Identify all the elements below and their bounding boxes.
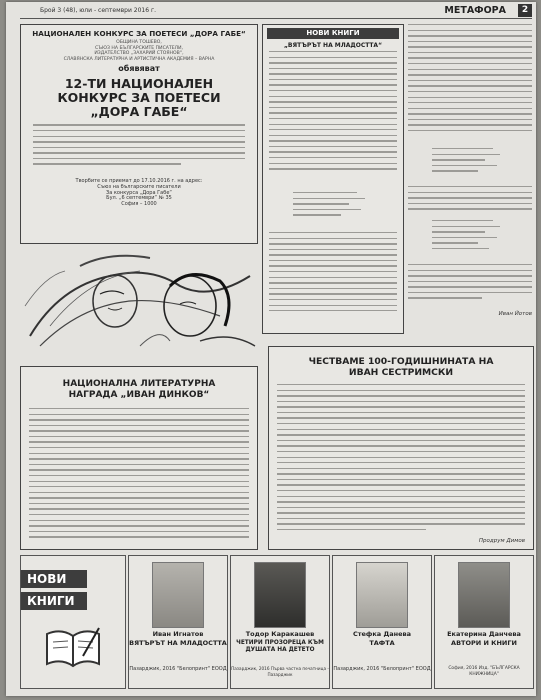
review-continuation (408, 24, 532, 330)
newspaper-page (6, 2, 536, 696)
sestrimski-signature: Продрум Димов (478, 538, 525, 545)
book-title: АВТОРИ И КНИГИ (451, 639, 517, 647)
sestrimski-body-text (277, 384, 525, 550)
review-poem (293, 192, 373, 226)
book-title: ЧЕТИРИ ПРОЗОРЕЦА КЪМ ДУШАТА НА ДЕТЕТО (236, 640, 324, 653)
book-author: Иван Игнатов (152, 630, 204, 638)
contest-rules-text (33, 124, 245, 176)
contest-headline: 12-ТИ НАЦИОНАЛЕН КОНКУРС ЗА ПОЕТЕСИ „ДОРА ГАБЕ“ (57, 76, 221, 120)
contest-address: Съюз на българските писатели За конкурса „Дора Габе“ Бул. „6 септември“ № 35 София – 1000 (97, 183, 181, 207)
book-card (128, 555, 228, 689)
book-card (332, 555, 432, 689)
contest-title: НАЦИОНАЛЕН КОНКУРС ЗА ПОЕТЕСИ „ДОРА ГАБЕ“ (32, 29, 246, 38)
book-cover-image (458, 562, 510, 628)
contest-deadline: Творбите се приемат до 17.10.2016 г. на адрес: (75, 178, 203, 185)
banner-word-new: НОВИ (21, 570, 87, 588)
review-signature: Иван Йотов (498, 311, 532, 317)
book-card (434, 555, 534, 689)
page-header (20, 6, 532, 19)
open-book-icon (43, 626, 103, 670)
review-text-part2 (269, 232, 397, 334)
book-author: Тодор Каракашев (245, 630, 315, 638)
book-cover-image (152, 562, 204, 628)
contest-organizers: ОБЩИНА ТОШЕВО, СЪЮЗ НА БЪЛГАРСКИТЕ ПИСАТЕЛИ, ИЗДАТЕЛСТВО „ЗАХАРИЙ СТОЯНОВ“, СЛАВЯНСКА ЛИТЕРАТУРНА И АРТИСТИЧНА АКАДЕМИЯ – ВАРНА (63, 40, 215, 62)
book-publisher: Пазарджик, 2016 "Белопринт" ЕООД (333, 666, 431, 672)
book-publisher: Пазарджик, 2016 Първа частна печатница - Пазарджик (231, 666, 329, 677)
book-card (230, 555, 330, 689)
book-publisher: София, 2016 Изд. "БЪЛГАРСКА КНИЖНИЦА" (448, 666, 520, 677)
book-publisher: Пазарджик, 2016 "Белопринт" ЕООД (129, 666, 227, 672)
new-books-title: НОВИ КНИГИ (267, 28, 399, 39)
book-cover-image (254, 562, 306, 628)
new-books-banner (20, 555, 126, 689)
book-author: Стефка Данева (352, 630, 412, 638)
dinkov-title: НАЦИОНАЛНА ЛИТЕРАТУРНА НАГРАДА „ИВАН ДИНКОВ“ (62, 379, 216, 400)
book-cover-image (356, 562, 408, 628)
book-author: Екатерина Данчева (447, 630, 521, 638)
dinkov-body-text (29, 408, 249, 550)
issue-info: Брой 3 (48), юли - септември 2016 г. (40, 7, 157, 14)
ink-drawing-illustration (20, 246, 260, 362)
announce-word: обявяват (118, 64, 160, 74)
newspaper-title: МЕТАФОРА (444, 5, 506, 16)
sestrimski-title: ЧЕСТВАМЕ 100-ГОДИШНИНАТА НА ИВАН СЕСТРИМСКИ (308, 356, 494, 378)
book-title: ВЯТЪРЪТ НА МЛАДОСТТА (129, 639, 227, 647)
contest-announcement (20, 24, 258, 244)
sestrimski-article (268, 346, 534, 550)
banner-word-books: КНИГИ (21, 592, 87, 610)
page-number: 2 (518, 4, 532, 17)
new-books-article (262, 24, 404, 334)
book-title: ТАФТА (369, 639, 395, 647)
review-text-part1 (269, 51, 397, 186)
dinkov-prize-article (20, 366, 258, 550)
book-review-title: „ВЯТЪРЪТ НА МЛАДОСТТА“ (283, 42, 383, 49)
